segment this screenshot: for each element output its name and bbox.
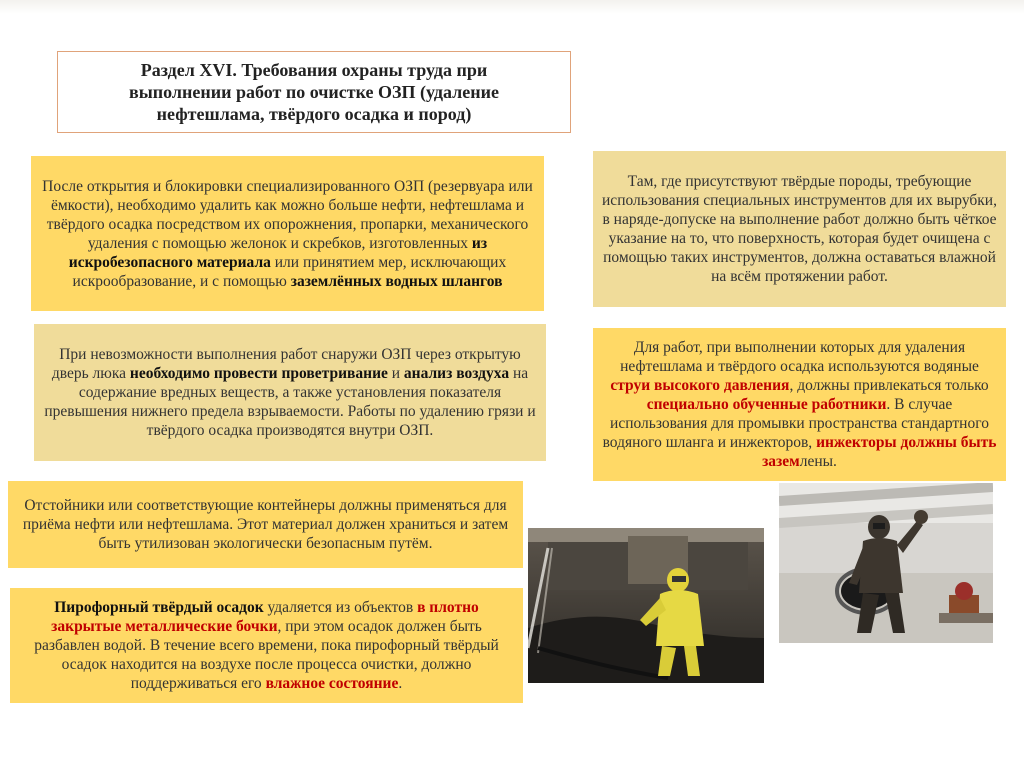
settling-tanks-text-box <box>8 481 523 568</box>
ventilation-paragraph <box>42 345 538 440</box>
trained-workers-highlight: специально обученные работники <box>646 396 887 413</box>
section-title-box <box>57 51 571 133</box>
worker-near-pipes-photo <box>779 483 993 643</box>
hard-rocks-paragraph: Там, где присутствуют твёрдые породы, требующие использования специальных инструментов для их вырубки, в наряде-допуске на выполнение работ должно быть чёткое указание на то, что поверхность, которая будет очищена с помощью таких инструментов, должна оставаться влажной на всём протяжении работ. <box>602 173 997 285</box>
text-run: лены. <box>799 453 837 470</box>
text-run: на содержание вредных веществ, а также установления показателя превышения нижнего предела взрываемости. Работы по удалению грязи и твёрдого осадка производятся внутри ОЗП. <box>44 365 536 439</box>
grounded-hoses-emphasis: заземлённых водных шлангов <box>290 272 503 290</box>
grounded-injectors-highlight: инжекторы должны быть зазем <box>762 434 997 470</box>
text-run: , при этом осадок должен быть разбавлен водой. В течение всего времени, пока пирофорный твёрдый осадок находится на воздухе после процесса очистки, должно поддерживаться его <box>34 618 499 692</box>
text-run: После открытия и блокировки специализированного ОЗП (резервуара или ёмкости), необходимо удалить как можно больше нефти, нефтешлама и твёрдого осадка посредством их опорожнения, пропарки, механического удаления с помощью желонок и скребков, изготовленных <box>42 177 533 252</box>
air-analysis-emphasis: анализ воздуха <box>403 365 510 382</box>
text-run: При невозможности выполнения работ снаружи ОЗП через открытую дверь люка <box>51 346 521 382</box>
high-pressure-jets-text-box <box>593 328 1006 481</box>
section-title-line-3: нефтешлама, твёрдого осадка и пород) <box>156 104 472 124</box>
pyrophoric-sediment-text-box <box>10 588 523 703</box>
text-run: . В случае использования для промывки пространства стандартного водяного шланга и инжекторов, <box>602 396 989 451</box>
section-title-line-2: выполнении работ по очистке ОЗП (удаление <box>129 82 499 102</box>
text-run: удаляется из объектов <box>263 599 418 616</box>
spark-safe-material-emphasis: из искробезопасного материала <box>68 234 488 271</box>
pyrophoric-sediment-emphasis: Пирофорный твёрдый осадок <box>54 599 264 616</box>
text-run: . <box>398 675 403 692</box>
settling-tanks-paragraph: Отстойники или соответствующие контейнеры должны применяться для приёма нефти или нефтешлама. Этот материал должен храниться и затем быть утилизован экологически безопасным путём. <box>22 497 509 552</box>
metal-barrels-highlight: в плотно закрытые металлические бочки <box>51 599 479 635</box>
top-gradient-strip <box>0 0 1024 14</box>
ventilation-emphasis: необходимо провести проветривание <box>129 365 388 382</box>
wet-state-highlight: влажное состояние <box>265 675 399 692</box>
tank-opening-text-box <box>31 156 544 311</box>
ventilation-text-box <box>34 324 546 461</box>
worker-cleaning-tank-photo <box>528 528 764 683</box>
high-pressure-paragraph <box>601 338 998 471</box>
pyrophoric-paragraph <box>18 598 515 693</box>
text-run: и <box>387 365 404 382</box>
high-pressure-jets-highlight: струи высокого давления <box>610 377 790 394</box>
section-title-line-1: Раздел XVI. Требования охраны труда при <box>140 60 488 80</box>
text-run: , должны привлекаться только <box>789 377 989 394</box>
text-run: или принятием мер, исключающих искрообразование, и с помощью <box>72 253 507 290</box>
tank-opening-paragraph <box>39 177 536 291</box>
hard-rocks-text-box <box>593 151 1006 307</box>
text-run: Для работ, при выполнении которых для удаления нефтешлама и твёрдого осадка используются водяные <box>620 339 979 375</box>
